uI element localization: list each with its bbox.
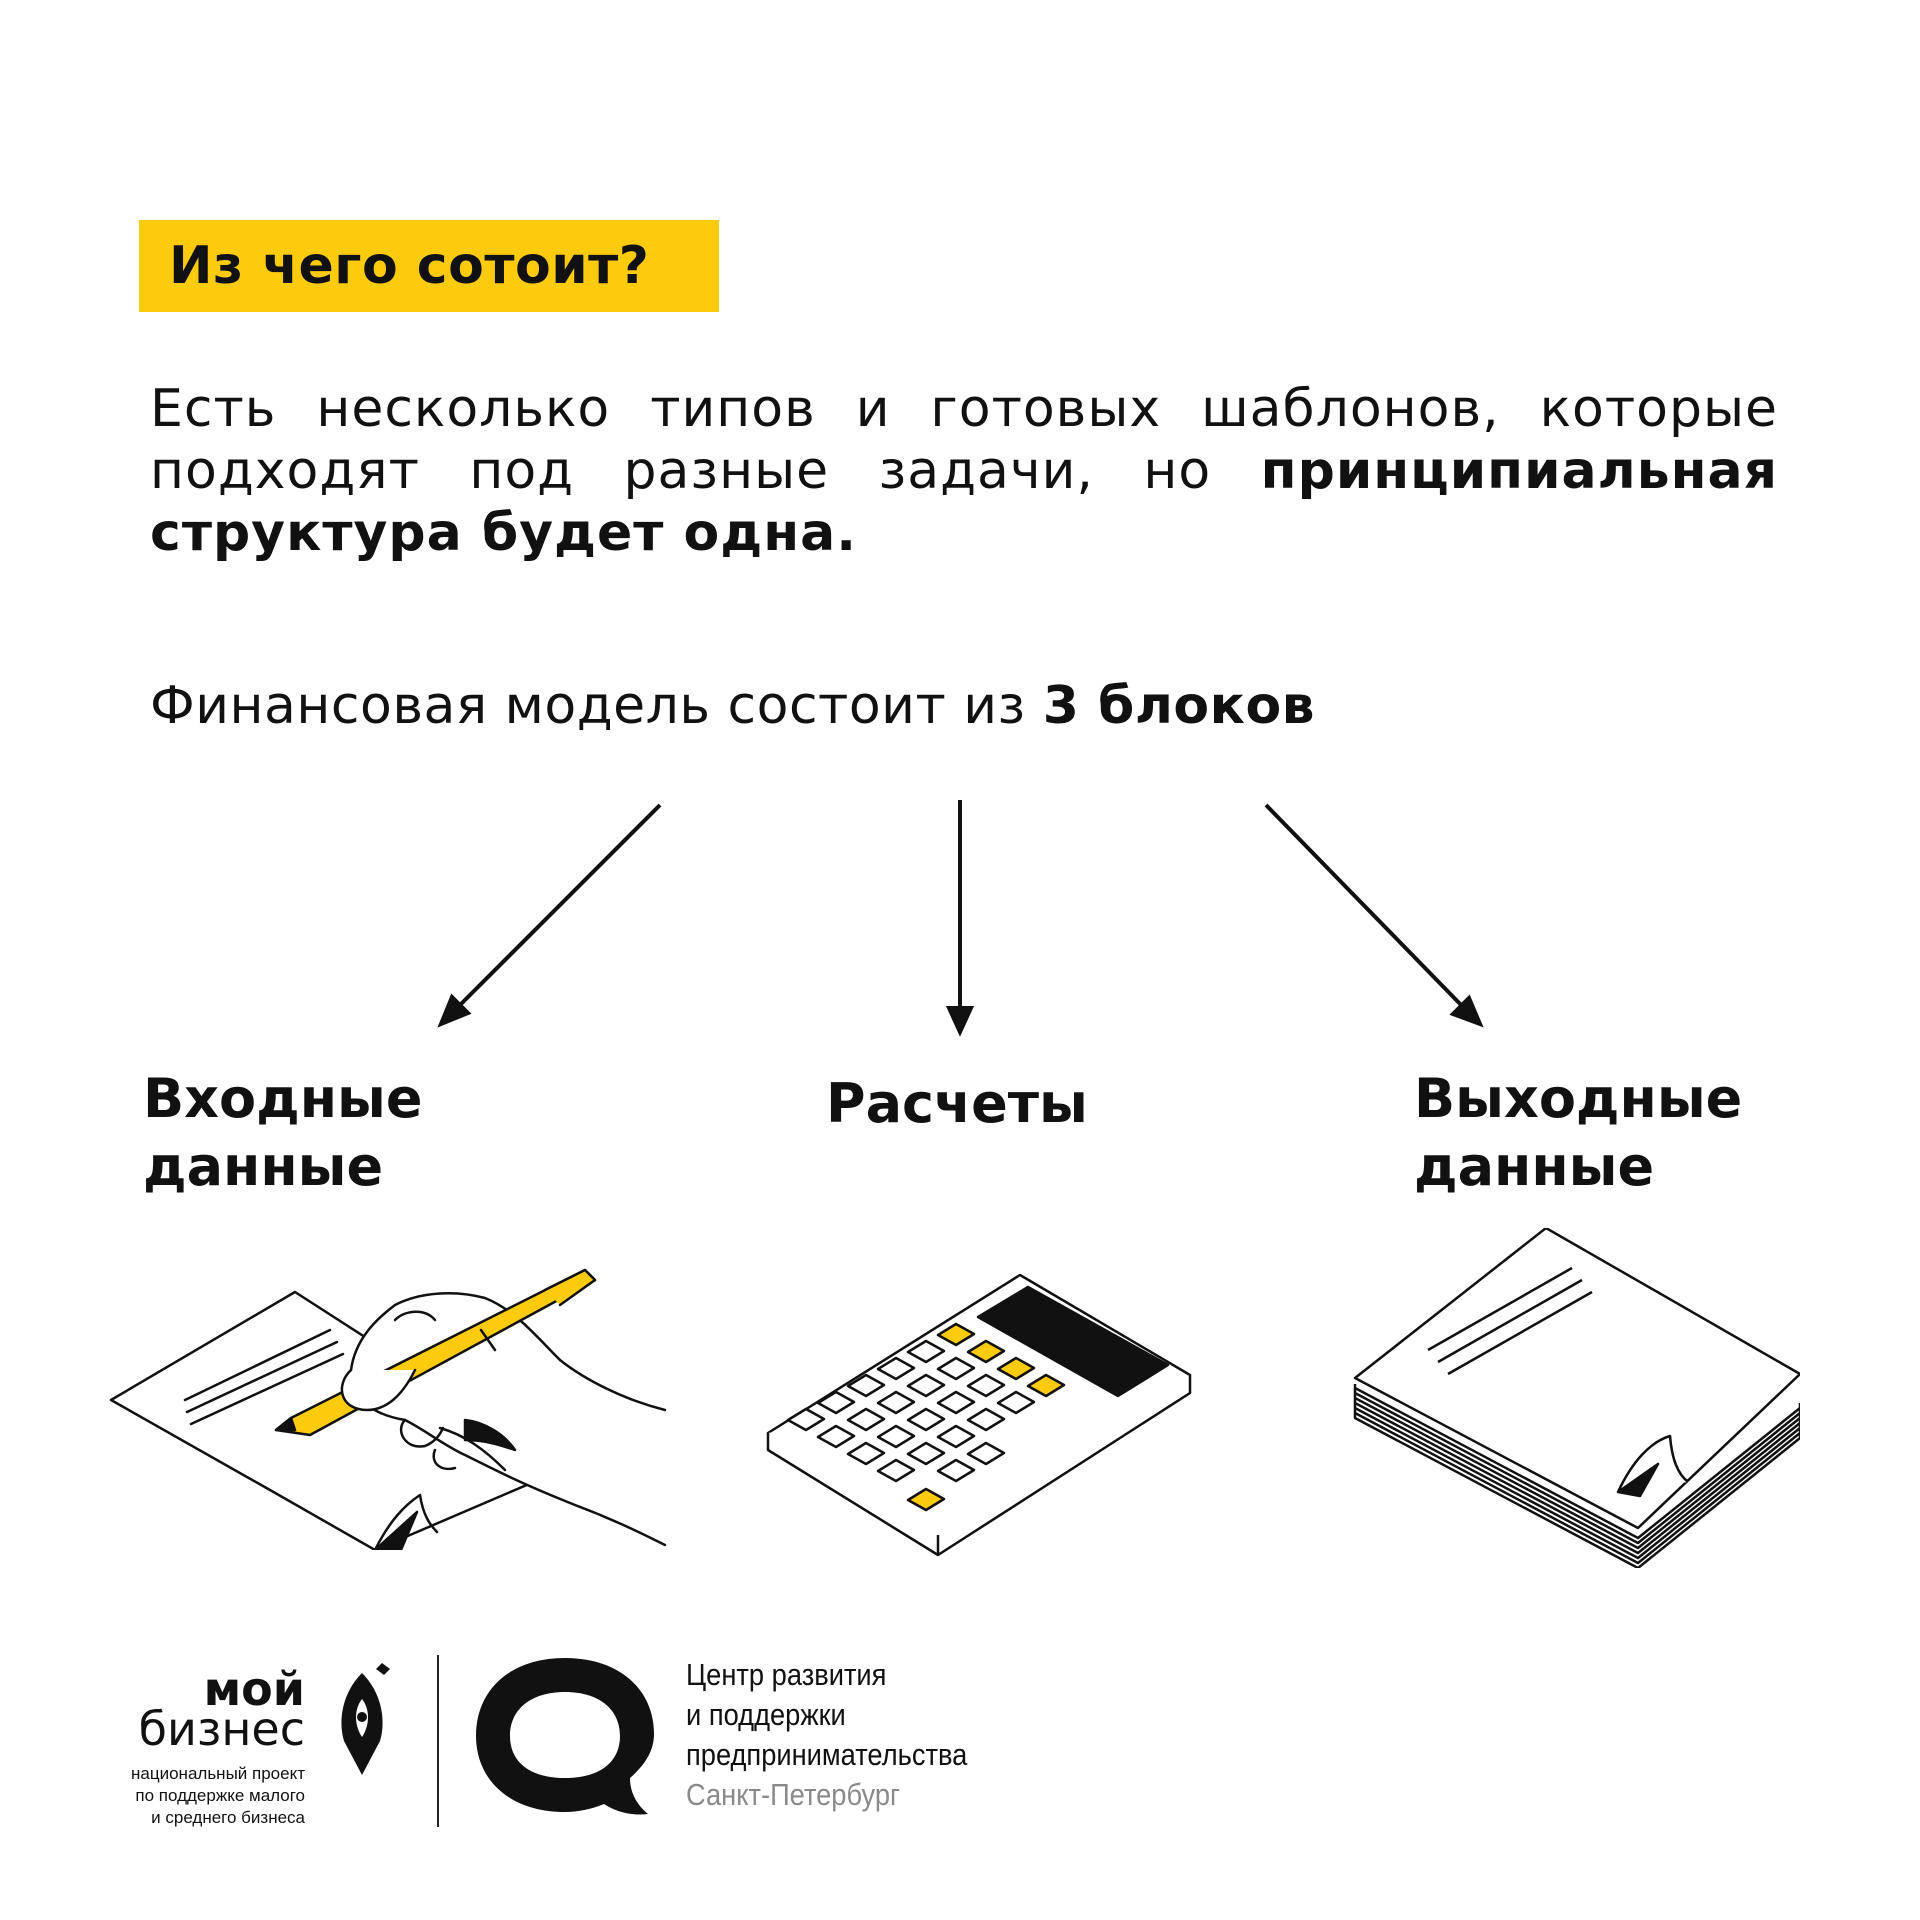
arrow-center-head [949, 1008, 971, 1032]
arrow-left-head [441, 997, 468, 1024]
model-statement [150, 675, 1650, 737]
calculator-icon [760, 1265, 1200, 1565]
block-title-input: Входные данные [143, 1067, 423, 1198]
arrow-right [1266, 805, 1466, 1010]
center-name-line-1: Центр развития [686, 1657, 887, 1692]
center-city: Санкт-Петербург [686, 1777, 900, 1812]
logo-subtitle-line-1: национальный проект [131, 1764, 305, 1783]
intro-regular-text: Есть несколько типов и готовых шаблонов, которые подходят под разные задачи, но [150, 379, 1778, 501]
section-badge [139, 220, 719, 312]
logo-word-moi: мой [203, 1662, 305, 1716]
arrow-right-head [1453, 998, 1480, 1024]
center-name-line-2: и поддержки [686, 1697, 846, 1732]
moi-biznes-logo [120, 1655, 420, 1835]
center-logo-icon [470, 1650, 660, 1820]
document-stack-icon [1350, 1228, 1800, 1568]
section-title: Из чего сотоит? [169, 236, 650, 296]
logo-subtitle-line-2: по поддержке малого [135, 1786, 305, 1805]
hand-writing-document-icon [105, 1250, 685, 1550]
logo-word-biznes: бизнес [138, 1702, 305, 1756]
intro-paragraph [150, 378, 1778, 564]
logo-subtitle-line-3: и среднего бизнеса [151, 1808, 305, 1827]
block-title-output: Выходные данные [1414, 1067, 1743, 1198]
logo-subtitle [85, 1763, 305, 1829]
footer-divider [437, 1655, 439, 1827]
center-name [686, 1655, 968, 1815]
model-regular-text: Финансовая модель состоит из [150, 676, 1043, 736]
intro-bold-text: принципиальная структура будет одна. [150, 441, 1778, 563]
arrow-left [455, 805, 660, 1010]
block-title-calculations: Расчеты [826, 1072, 1088, 1135]
model-bold-text: 3 блоков [1042, 676, 1316, 736]
rocket-icon [330, 1655, 400, 1795]
center-name-line-3: предпринимательства [686, 1737, 968, 1772]
